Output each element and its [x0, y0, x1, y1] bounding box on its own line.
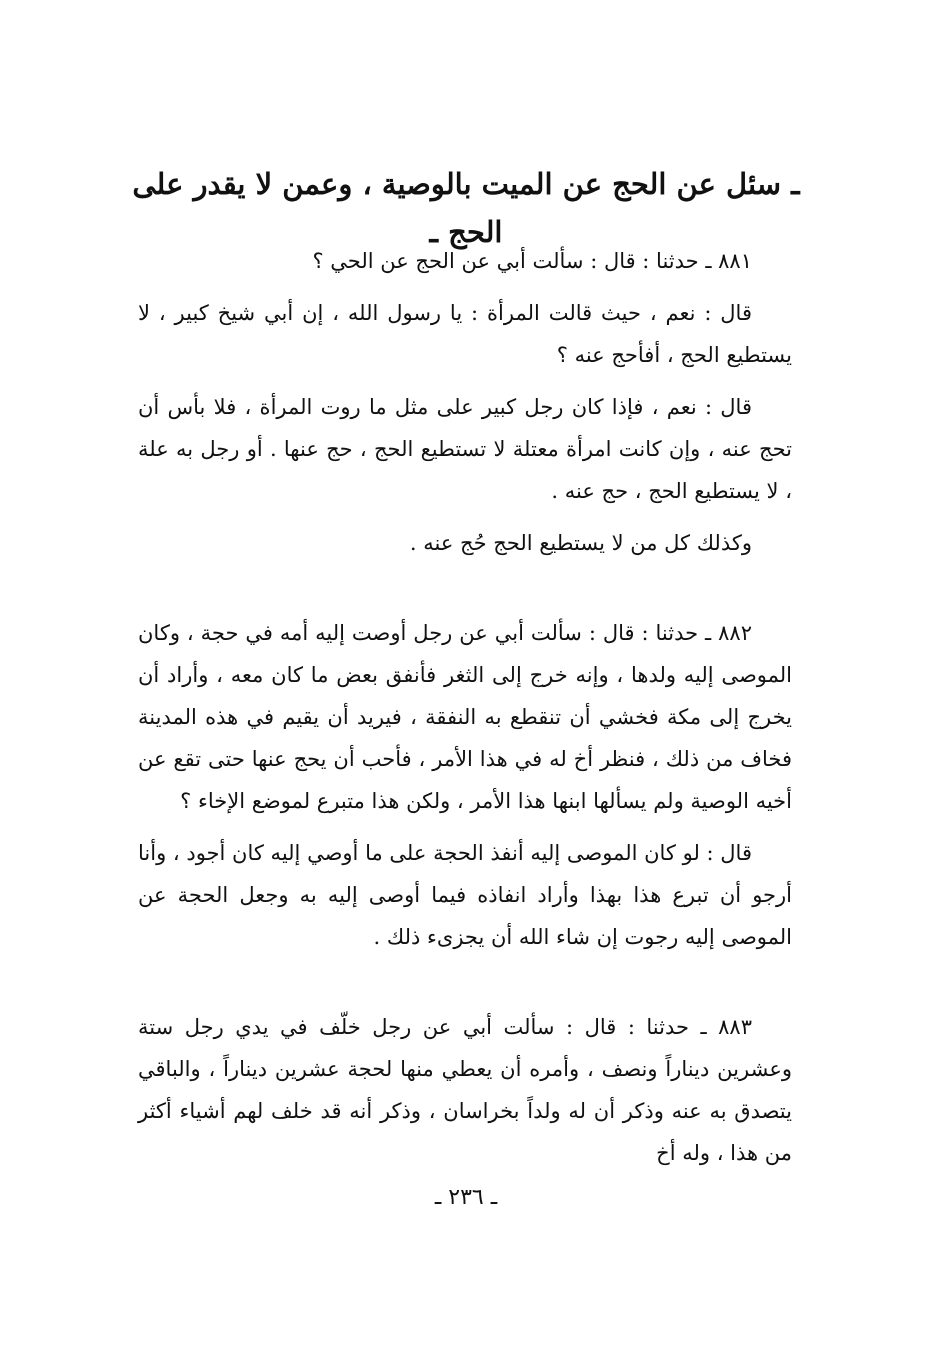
answer-paragraph: قال : نعم ، فإذا كان رجل كبير على مثل ما روت المرأة ، فلا بأس أن تحج عنه ، وإن كانت امرأة معتلة لا تستطيع الحج ، حج عنها . أو رجل به علة ، لا يستطيع الحج ، حج عنه . [138, 395, 792, 503]
narration-881: ٨٨١ ـ حدثنا : قال : سألت أبي عن الحج عن الحي ؟ [312, 249, 752, 273]
page-number: ـ ٢٣٦ ـ [434, 1185, 498, 1210]
answer-paragraph: قال : لو كان الموصى إليه أنفذ الحجة على ما أوصي إليه كان أجود ، وأنا أرجو أن تبرع هذا بهذا وأراد انفاذه فيما أوصى إليه به وجعل الحجة عن الموصى إليه رجوت إن شاء الله أن يجزىء ذلك . [138, 841, 792, 949]
answer-paragraph: وكذلك كل من لا يستطيع الحج حُج عنه . [409, 531, 752, 555]
narration-882: ٨٨٢ ـ حدثنا : قال : سألت أبي عن رجل أوصت إليه أمه في حجة ، وكان الموصى إليه ولدها ، وإنه خرج إلى الثغر فأنفق بعض ما كان معه ، وأراد أن يخرج إلى مكة فخشي أن تنقطع به النفقة ، فيريد أن يقيم في هذه المدينة فخاف من ذلك ، فنظر أخ له في هذا الأمر ، فأحب أن يحج عنها حتى تقع عن أخيه الوصية ولم يسألها ابنها هذا الأمر ، ولكن هذا متبرع لموضع الإخاء ؟ [138, 621, 792, 813]
answer-paragraph: قال : نعم ، حيث قالت المرأة : يا رسول الله ، إن أبي شيخ كبير ، لا يستطيع الحج ، أفأحج عنه ؟ [138, 301, 792, 367]
narration-883: ٨٨٣ ـ حدثنا : قال : سألت أبي عن رجل خلّف في يدي رجل ستة وعشرين ديناراً ونصف ، وأمره أن يعطي منها لحجة عشرين ديناراً ، والباقي يتصدق به عنه وذكر أن له ولداً بخراسان ، وذكر أنه قد خلف لهم أشياء أكثر من هذا ، وله أخ [138, 1015, 792, 1165]
chapter-heading: ـ سئل عن الحج عن الميت بالوصية ، وعمن لا يقدر على الحج ـ [132, 167, 800, 249]
text-body [138, 240, 792, 1174]
